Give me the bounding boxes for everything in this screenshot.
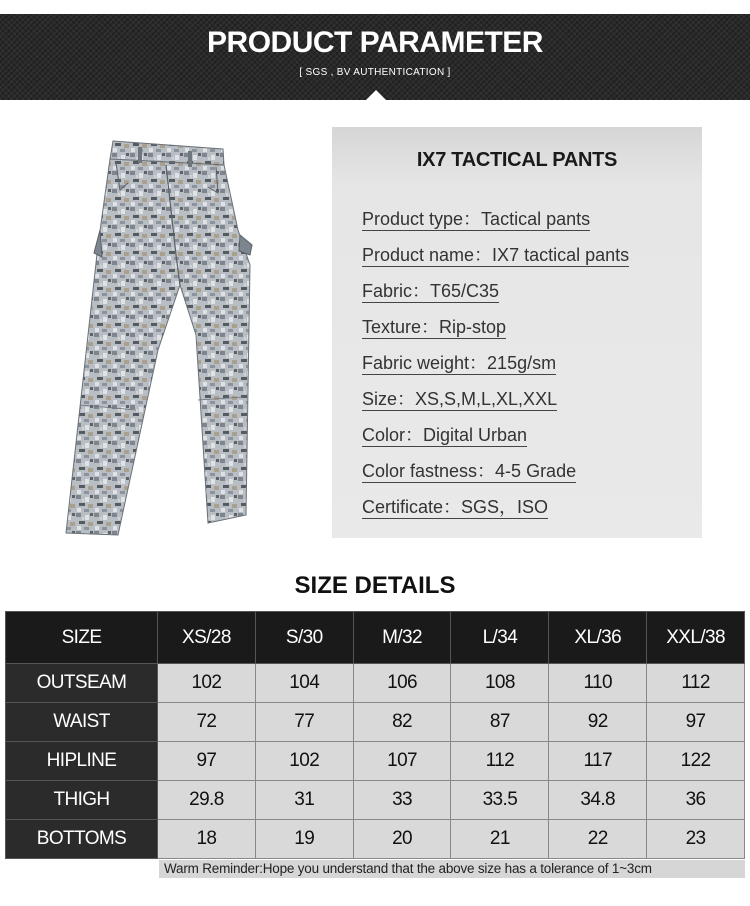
table-cell: 20 xyxy=(353,820,451,859)
param-product-type: Product type：Tactical pants xyxy=(362,209,591,229)
row-label: OUTSEAM xyxy=(6,664,158,703)
row-label: THIGH xyxy=(6,781,158,820)
table-cell: 97 xyxy=(647,703,745,742)
table-cell: 77 xyxy=(255,703,353,742)
param-fabric: Fabric：T65/C35 xyxy=(362,281,500,301)
header-cell: L/34 xyxy=(451,612,549,664)
parameter-panel xyxy=(332,127,702,538)
header-cell: XS/28 xyxy=(158,612,256,664)
size-table xyxy=(5,611,745,859)
table-cell: 110 xyxy=(549,664,647,703)
header-cell: SIZE xyxy=(6,612,158,664)
header-cell: M/32 xyxy=(353,612,451,664)
param-texture: Texture：Rip-stop xyxy=(362,317,507,337)
camouflage-tactical-pants-icon xyxy=(58,135,258,540)
page-title: PRODUCT PARAMETER xyxy=(207,26,543,59)
table-cell: 21 xyxy=(451,820,549,859)
table-cell: 36 xyxy=(647,781,745,820)
table-cell: 33 xyxy=(353,781,451,820)
table-cell: 102 xyxy=(158,664,256,703)
table-cell: 23 xyxy=(647,820,745,859)
table-cell: 104 xyxy=(255,664,353,703)
banner-notch xyxy=(366,90,386,100)
header-cell: XXL/38 xyxy=(647,612,745,664)
size-details-title: SIZE DETAILS xyxy=(294,572,456,599)
table-row xyxy=(6,703,745,742)
param-certificate: Certificate：SGS，ISO xyxy=(362,497,549,517)
size-table-header xyxy=(6,612,745,664)
row-label: BOTTOMS xyxy=(6,820,158,859)
table-cell: 29.8 xyxy=(158,781,256,820)
table-row xyxy=(6,664,745,703)
table-cell: 112 xyxy=(451,742,549,781)
table-cell: 106 xyxy=(353,664,451,703)
table-row xyxy=(6,781,745,820)
table-cell: 33.5 xyxy=(451,781,549,820)
table-cell: 34.8 xyxy=(549,781,647,820)
table-cell: 22 xyxy=(549,820,647,859)
size-tolerance-reminder: Warm Reminder:Hope you understand that the above size has a tolerance of 1~3cm xyxy=(159,860,745,878)
table-cell: 87 xyxy=(451,703,549,742)
header-banner xyxy=(0,14,750,100)
table-cell: 82 xyxy=(353,703,451,742)
table-cell: 72 xyxy=(158,703,256,742)
table-cell: 97 xyxy=(158,742,256,781)
table-cell: 108 xyxy=(451,664,549,703)
table-row xyxy=(6,742,745,781)
table-cell: 31 xyxy=(255,781,353,820)
table-cell: 19 xyxy=(255,820,353,859)
table-cell: 102 xyxy=(255,742,353,781)
param-product-name: Product name：IX7 tactical pants xyxy=(362,245,630,265)
header-cell: S/30 xyxy=(255,612,353,664)
table-row xyxy=(6,820,745,859)
param-color-fastness: Color fastness：4-5 Grade xyxy=(362,461,577,481)
param-fabric-weight: Fabric weight：215g/sm xyxy=(362,353,557,373)
param-size: Size：XS,S,M,L,XL,XXL xyxy=(362,389,558,409)
table-cell: 122 xyxy=(647,742,745,781)
parameter-list xyxy=(362,207,629,531)
product-title: IX7 TACTICAL PANTS xyxy=(416,149,618,171)
header-cell: XL/36 xyxy=(549,612,647,664)
table-cell: 112 xyxy=(647,664,745,703)
table-cell: 117 xyxy=(549,742,647,781)
row-label: WAIST xyxy=(6,703,158,742)
page-subtitle: [ SGS , BV AUTHENTICATION ] xyxy=(299,67,451,78)
param-color: Color：Digital Urban xyxy=(362,425,528,445)
row-label: HIPLINE xyxy=(6,742,158,781)
table-cell: 92 xyxy=(549,703,647,742)
table-cell: 107 xyxy=(353,742,451,781)
table-cell: 18 xyxy=(158,820,256,859)
